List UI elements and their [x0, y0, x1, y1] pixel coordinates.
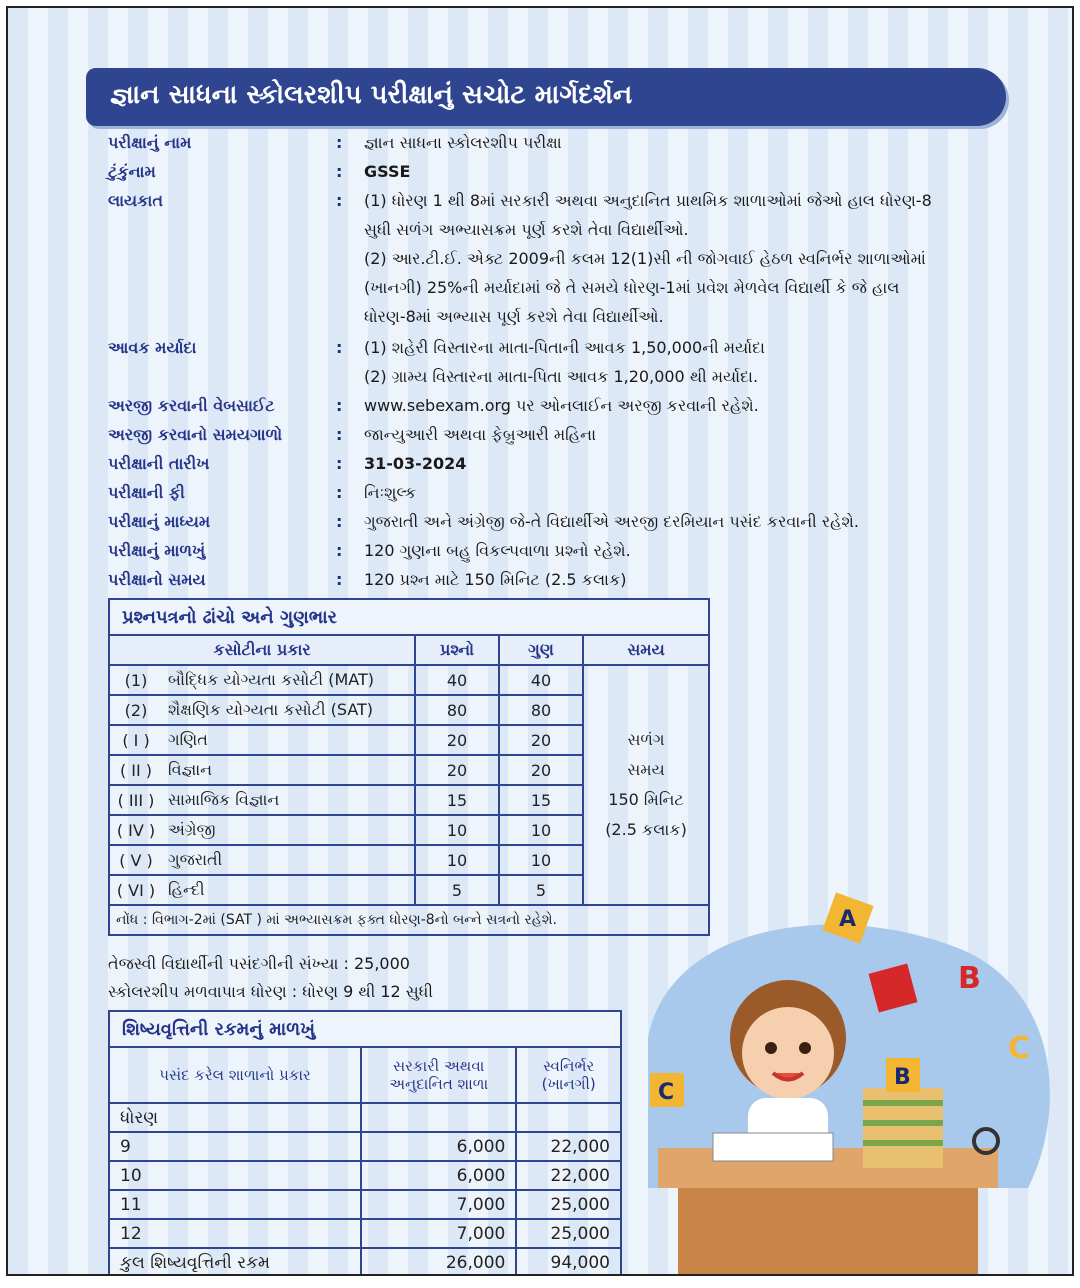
info-value: (2) આર.ટી.ઈ. એક્ટ 2009ની કલમ 12(1)સી ની જોગવાઈ હેઠળ સ્વનિર્ભર શાળાઓમાં	[364, 249, 926, 268]
test-name: ગુજરાતી	[162, 845, 415, 875]
time-line: 150 મિનિટ	[608, 790, 684, 809]
info-value: (1) ધોરણ 1 થી 8માં સરકારી અથવા અનુદાનિત પ્રાથમિક શાળાઓમાં જેઓ હાલ ધોરણ-8	[364, 191, 932, 210]
table-note: નોંધ : વિભાગ-2માં (SAT ) માં અભ્યાસક્રમ ફક્ત ધોરણ-8નો બન્ને સત્રનો રહેશે.	[109, 905, 709, 935]
info-label: લાયકાત	[108, 191, 163, 210]
question-count: 5	[415, 875, 499, 905]
info-label: અરજી કરવાની વેબસાઈટ	[108, 396, 275, 415]
letter-b-block: B	[894, 1065, 911, 1090]
question-count: 15	[415, 785, 499, 815]
row-number: (2)	[109, 695, 162, 725]
table-row	[109, 1161, 621, 1190]
test-name: શૈક્ષણિક યોગ્યતા કસોટી (SAT)	[162, 695, 415, 725]
info-label: પરીક્ષાની તારીખ	[108, 454, 210, 473]
column-header: પસંદ કરેલ શાળાનો પ્રકાર	[109, 1047, 361, 1103]
total-label: કુલ શિષ્યવૃત્તિની રકમ	[109, 1248, 361, 1276]
info-value: નિઃશુલ્ક	[364, 483, 417, 502]
info-value: જાન્યુઆરી અથવા ફેબ્રુઆરી મહિના	[364, 425, 596, 444]
info-colon: :	[336, 133, 343, 152]
letter-b: B	[958, 961, 981, 996]
girl-face	[742, 1007, 834, 1099]
open-book-icon	[713, 1133, 833, 1161]
test-name: વિજ્ઞાન	[162, 755, 415, 785]
column-header: કસોટીના પ્રકાર	[109, 635, 415, 665]
info-colon: :	[336, 425, 343, 444]
info-label: પરીક્ષાનું માળખું	[108, 541, 206, 560]
table-row	[109, 1132, 621, 1161]
info-label: પરીક્ષાની ફી	[108, 483, 185, 502]
info-colon: :	[336, 483, 343, 502]
info-value: (2) ગ્રામ્ય વિસ્તારના માતા-પિતા આવક 1,20,000 થી મર્યાદા.	[364, 367, 759, 386]
question-count: 10	[415, 845, 499, 875]
table-caption: શિષ્યવૃત્તિની રકમનું માળખું	[109, 1011, 621, 1047]
info-value: 31-03-2024	[364, 454, 467, 473]
total-private: 94,000	[516, 1248, 621, 1276]
title-banner	[86, 68, 1006, 126]
private-amount: 25,000	[516, 1219, 621, 1248]
marks: 5	[499, 875, 583, 905]
info-value: જ્ઞાન સાધના સ્કોલરશીપ પરીક્ષા	[364, 133, 562, 152]
gov-amount: 6,000	[361, 1161, 516, 1190]
info-value: 120 પ્રશ્ન માટે 150 મિનિટ (2.5 કલાક)	[364, 570, 627, 589]
info-label: ટુંકુંનામ	[108, 162, 156, 181]
standard: 12	[109, 1219, 361, 1248]
eligible-standard: સ્કોલરશીપ મળવાપાત્ર ધોરણ : ધોરણ 9 થી 12 સુધી	[108, 982, 433, 1001]
total-row	[109, 1248, 621, 1276]
gov-amount: 7,000	[361, 1219, 516, 1248]
row-number: ( II )	[109, 755, 162, 785]
table-caption: પ્રશ્નપત્રનો ઢાંચો અને ગુણભાર	[109, 599, 709, 635]
marks: 20	[499, 755, 583, 785]
row-number: ( I )	[109, 725, 162, 755]
marks: 40	[499, 665, 583, 695]
info-value: ધોરણ-8માં અભ્યાસ પૂર્ણ કરશે તેવા વિદ્યાર્થીઓ.	[364, 307, 664, 326]
table-row	[109, 665, 709, 695]
info-value: www.sebexam.org પર ઓનલાઈન અરજી કરવાની રહેશે.	[364, 396, 759, 415]
selection-count: તેજસ્વી વિદ્યાર્થીની પસંદગીની સંખ્યા : 25,000	[108, 954, 410, 973]
column-header	[361, 1047, 516, 1103]
standard: 9	[109, 1132, 361, 1161]
info-label: પરીક્ષાનું નામ	[108, 133, 192, 152]
time-line: (2.5 કલાક)	[605, 820, 687, 839]
column-header: સમય	[583, 635, 709, 665]
info-colon: :	[336, 454, 343, 473]
marks: 80	[499, 695, 583, 725]
private-amount: 22,000	[516, 1132, 621, 1161]
test-name: સામાજિક વિજ્ઞાન	[162, 785, 415, 815]
page-title: જ્ઞાન સાધના સ્કોલરશીપ પરીક્ષાનું સચોટ માર્ગદર્શન	[110, 80, 633, 110]
marks: 10	[499, 845, 583, 875]
total-gov: 26,000	[361, 1248, 516, 1276]
column-header: પ્રશ્નો	[415, 635, 499, 665]
info-value: 120 ગુણના બહુ વિકલ્પવાળા પ્રશ્નો રહેશે.	[364, 541, 631, 560]
test-name: હિન્દી	[162, 875, 415, 905]
info-value: GSSE	[364, 162, 411, 181]
gov-amount: 6,000	[361, 1132, 516, 1161]
column-header	[516, 1047, 621, 1103]
row-number: ( IV )	[109, 815, 162, 845]
row-number: ( V )	[109, 845, 162, 875]
info-value: (ખાનગી) 25%ની મર્યાદામાં જે તે સમયે ધોરણ-1માં પ્રવેશ મેળવેલ વિદ્યાર્થી કે જે હાલ	[364, 278, 900, 297]
question-count: 10	[415, 815, 499, 845]
time-line: સમય	[627, 760, 665, 779]
test-name: બૌદ્ધિક યોગ્યતા કસોટી (MAT)	[162, 665, 415, 695]
info-colon: :	[336, 570, 343, 589]
time-cell	[583, 665, 709, 905]
row-number: ( VI )	[109, 875, 162, 905]
info-value: ગુજરાતી અને અંગ્રેજી જે-તે વિદ્યાર્થીએ અરજી દરમિયાન પસંદ કરવાની રહેશે.	[364, 512, 859, 531]
marks: 20	[499, 725, 583, 755]
question-count: 40	[415, 665, 499, 695]
info-colon: :	[336, 162, 343, 181]
info-label: આવક મર્યાદા	[108, 338, 197, 357]
question-count: 20	[415, 755, 499, 785]
question-paper-table	[108, 598, 710, 936]
header-line: અનુદાનિત શાળા	[389, 1075, 489, 1093]
header-line: (ખાનગી)	[541, 1075, 596, 1093]
header-line: સરકારી અથવા	[393, 1057, 485, 1075]
marks: 15	[499, 785, 583, 815]
row-number: (1)	[109, 665, 162, 695]
marks: 10	[499, 815, 583, 845]
info-colon: :	[336, 338, 343, 357]
info-label: પરીક્ષાનું માધ્યમ	[108, 512, 211, 531]
info-colon: :	[336, 396, 343, 415]
question-count: 20	[415, 725, 499, 755]
private-amount: 22,000	[516, 1161, 621, 1190]
letter-c: C	[1008, 1031, 1031, 1066]
info-label: પરીક્ષાનો સમય	[108, 570, 206, 589]
table-row	[109, 1219, 621, 1248]
question-count: 80	[415, 695, 499, 725]
student-illustration	[628, 888, 1068, 1274]
row-number: ( III )	[109, 785, 162, 815]
time-line: સળંગ	[627, 730, 665, 749]
info-value: (1) શહેરી વિસ્તારના માતા-પિતાની આવક 1,50,000ની મર્યાદા	[364, 338, 765, 357]
poster	[6, 6, 1074, 1276]
letter-a: A	[839, 907, 857, 932]
private-amount: 25,000	[516, 1190, 621, 1219]
info-value: સુધી સળંગ અભ્યાસક્રમ પૂર્ણ કરશે તેવા વિદ્યાર્થીઓ.	[364, 220, 689, 239]
test-name: ગણિત	[162, 725, 415, 755]
table-row	[109, 1190, 621, 1219]
info-colon: :	[336, 541, 343, 560]
desk-front	[678, 1188, 978, 1274]
standard: 10	[109, 1161, 361, 1190]
gov-amount: 7,000	[361, 1190, 516, 1219]
info-colon: :	[336, 512, 343, 531]
header-line: સ્વનિર્ભર	[543, 1057, 595, 1075]
test-name: અંગ્રેજી	[162, 815, 415, 845]
info-colon: :	[336, 191, 343, 210]
scholarship-table	[108, 1010, 622, 1276]
info-label: અરજી કરવાનો સમયગાળો	[108, 425, 283, 444]
letter-c-block: C	[658, 1080, 675, 1105]
std-label: ધોરણ	[109, 1103, 361, 1132]
column-header: ગુણ	[499, 635, 583, 665]
standard: 11	[109, 1190, 361, 1219]
